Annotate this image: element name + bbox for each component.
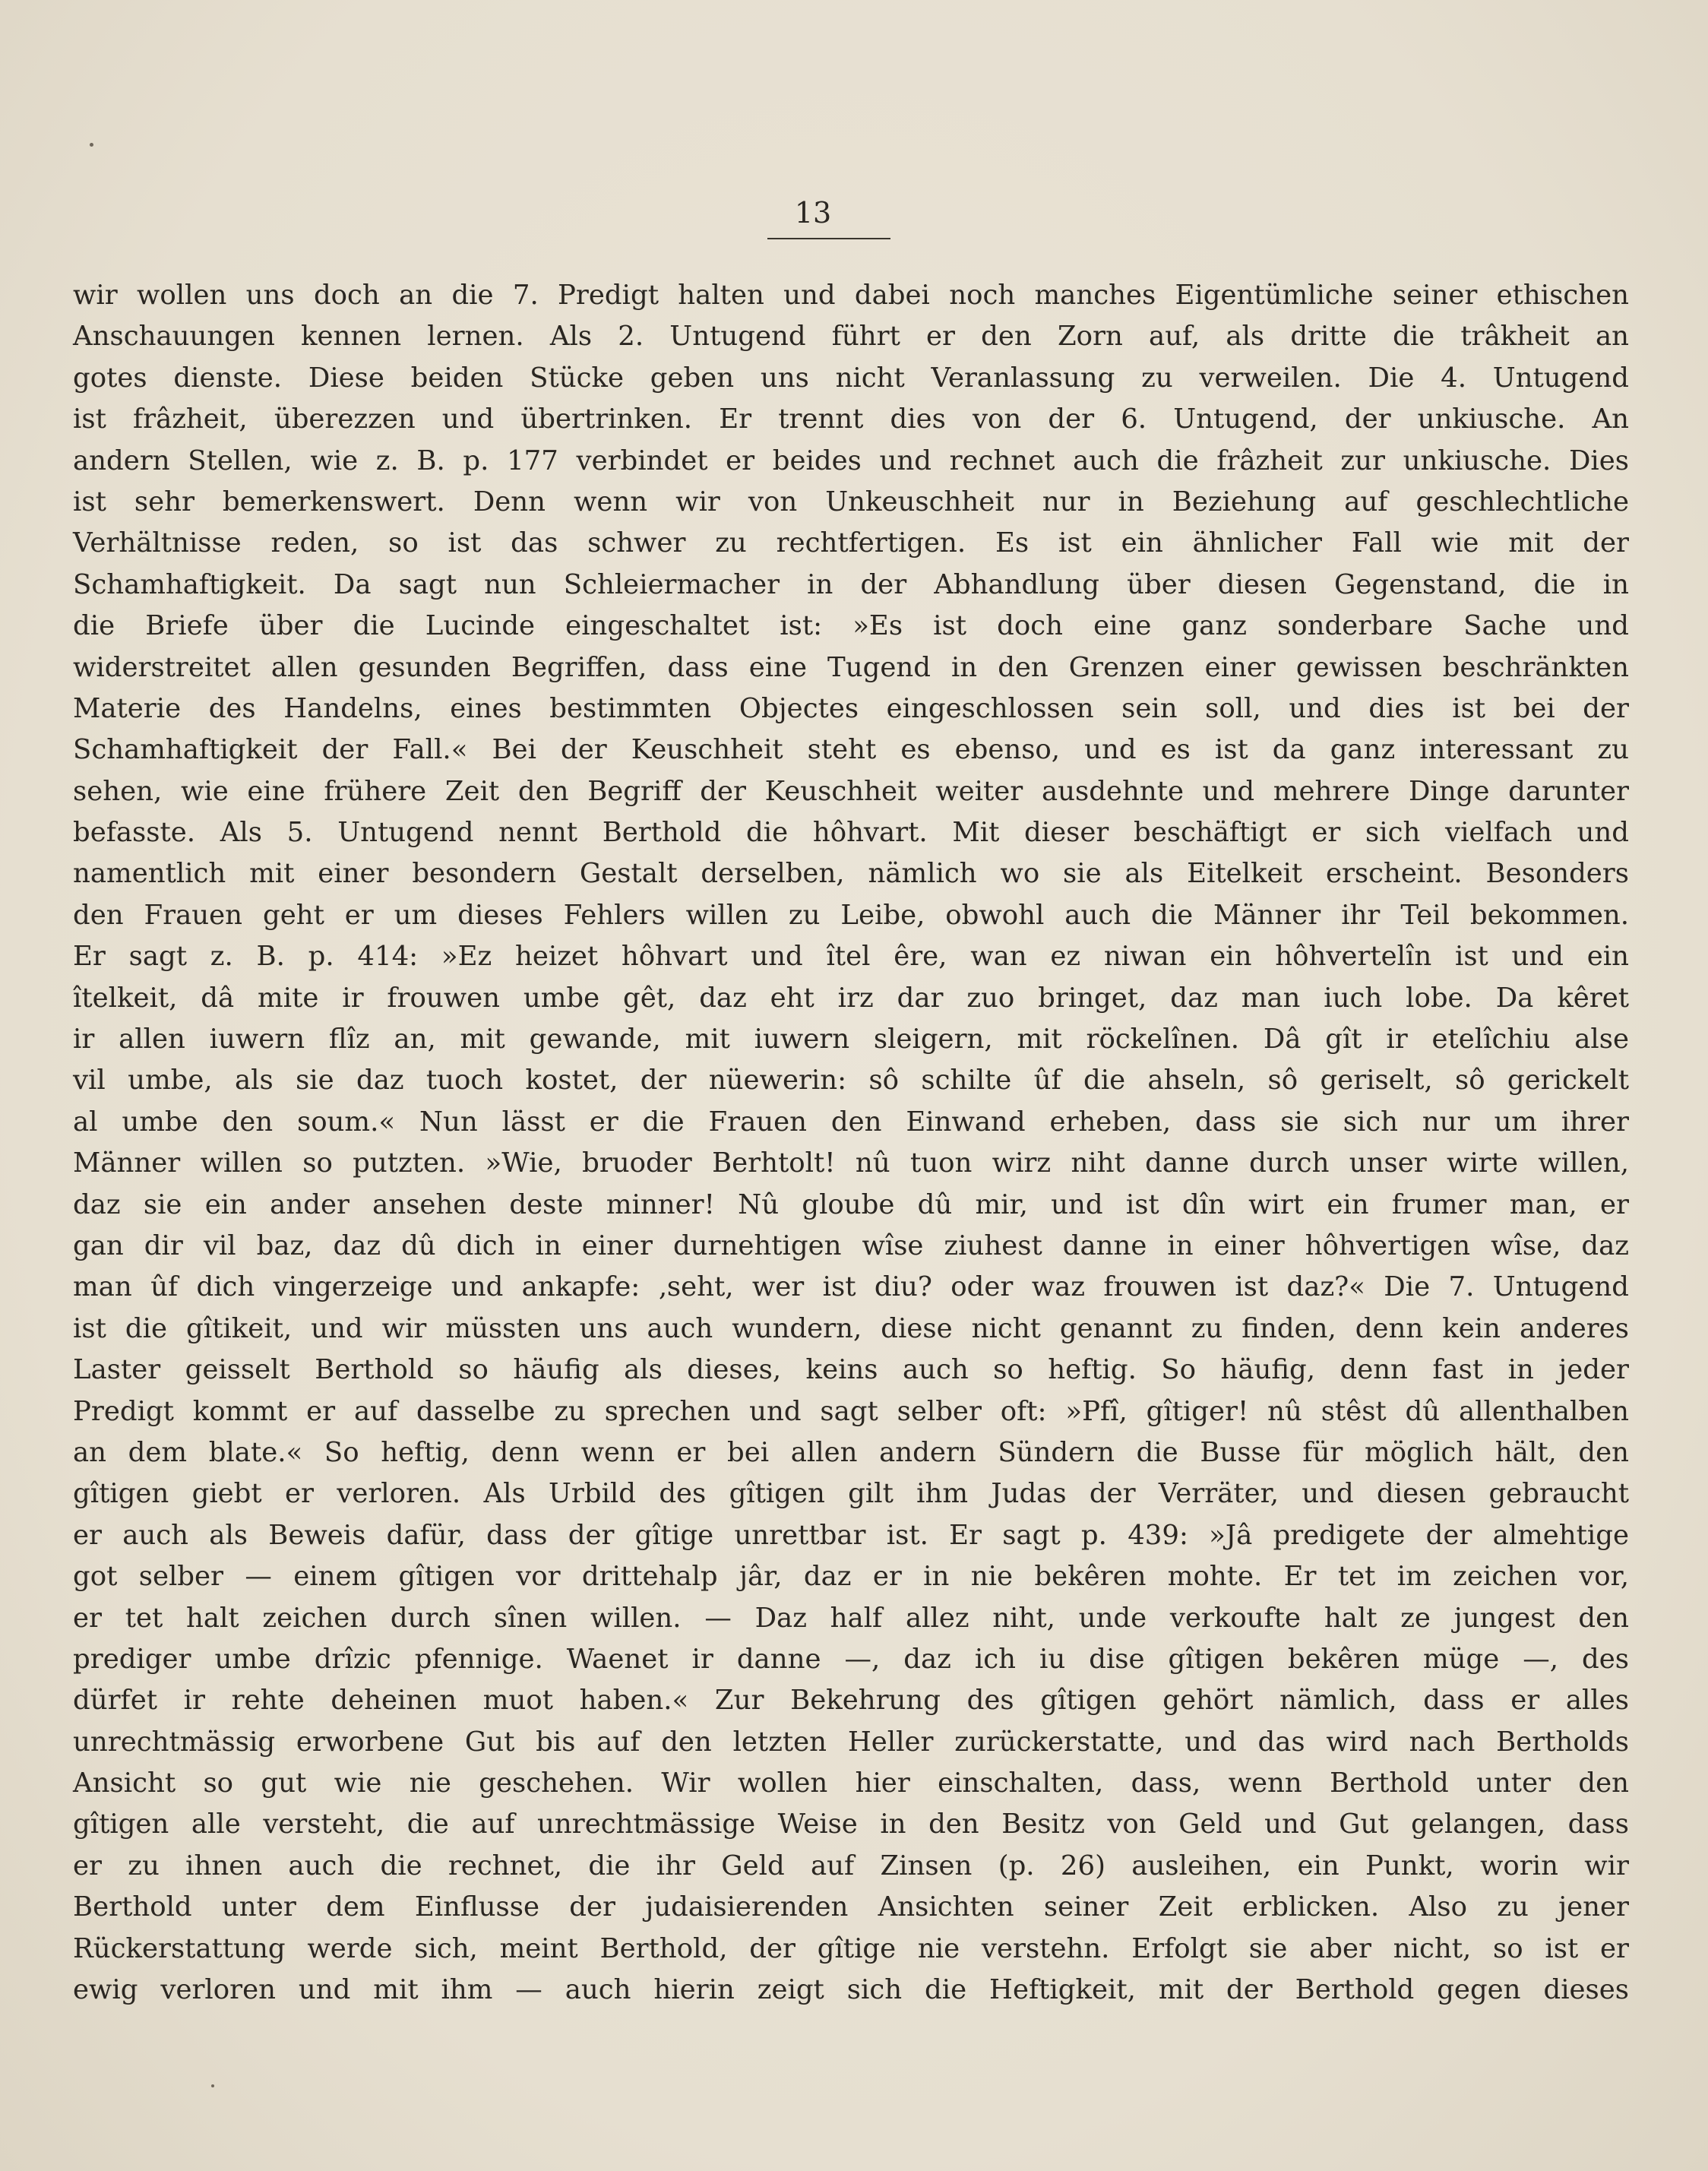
text-line: Rückerstattung werde sich, meint Berthold, der gîtige nie verstehn. Erfolgt sie aber nicht, so ist er xyxy=(73,1932,1629,1964)
text-line: sehen, wie eine frühere Zeit den Begriff der Keuschheit weiter ausdehnte und mehrere Dinge darunter xyxy=(73,775,1629,807)
text-line: man ûf dich vingerzeige und ankapfe: ‚seht, wer ist diu? oder waz frouwen ist daz?« Die 7. Untugend xyxy=(73,1271,1629,1303)
text-line: gotes dienste. Diese beiden Stücke geben uns nicht Veranlassung zu verweilen. Die 4. Untugend xyxy=(73,362,1629,394)
text-line: Ansicht so gut wie nie geschehen. Wir wollen hier einschalten, dass, wenn Berthold unter den xyxy=(73,1767,1629,1799)
text-line: unrechtmässig erworbene Gut bis auf den letzten Heller zurückerstatte, und das wird nach Bertholds xyxy=(73,1726,1629,1758)
text-line: wir wollen uns doch an die 7. Predigt halten und dabei noch manches Eigentümliche seiner ethischen xyxy=(73,280,1629,311)
text-line: die Briefe über die Lucinde eingeschaltet ist: »Es ist doch eine ganz sonderbare Sache und xyxy=(73,610,1629,642)
text-line: ir allen iuwern flîz an, mit gewande, mit iuwern sleigern, mit röckelînen. Dâ gît ir etelîchiu alse xyxy=(73,1024,1629,1055)
text-line: gan dir vil baz, daz dû dich in einer durnehtigen wîse ziuhest danne in einer hôhvertigen wîse, daz xyxy=(73,1229,1629,1261)
text-line: Schamhaftigkeit. Da sagt nun Schleiermacher in der Abhandlung über diesen Gegenstand, die in xyxy=(73,568,1629,600)
text-line: Schamhaftigkeit der Fall.« Bei der Keuschheit steht es ebenso, und es ist da ganz interessant zu xyxy=(73,734,1629,766)
text-line: daz sie ein ander ansehen deste minner! Nû gloube dû mir, und ist dîn wirt ein frumer man, er xyxy=(73,1188,1629,1220)
text-line: ist die gîtikeit, und wir müssten uns auch wundern, diese nicht genannt zu finden, denn kein anderes xyxy=(73,1312,1629,1344)
text-line: got selber — einem gîtigen vor drittehalp jâr, daz er in nie bekêren mohte. Er tet im zeichen vor, xyxy=(73,1561,1629,1593)
text-line: befasste. Als 5. Untugend nennt Berthold die hôhvart. Mit dieser beschäftigt er sich vielfach und xyxy=(73,817,1629,849)
text-line: ist sehr bemerkenswert. Denn wenn wir von Unkeuschheit nur in Beziehung auf geschlechtliche xyxy=(73,486,1629,517)
text-line: an dem blate.« So heftig, denn wenn er bei allen andern Sündern die Busse für möglich hält, den xyxy=(73,1436,1629,1468)
text-line: al umbe den soum.« Nun lässt er die Frauen den Einwand erheben, dass sie sich nur um ihrer xyxy=(73,1106,1629,1138)
text-line: ewig verloren und mit ihm — auch hierin zeigt sich die Heftigkeit, mit der Berthold gegen dieses xyxy=(73,1974,1629,2006)
text-line: widerstreitet allen gesunden Begriffen, dass eine Tugend in den Grenzen einer gewissen beschränkten xyxy=(73,651,1629,683)
text-line: Verhältnisse reden, so ist das schwer zu rechtfertigen. Es ist ein ähnlicher Fall wie mit der xyxy=(73,527,1629,559)
text-line: den Frauen geht er um dieses Fehlers willen zu Leibe, obwohl auch die Männer ihr Teil bekommen. xyxy=(73,899,1629,931)
text-line: namentlich mit einer besondern Gestalt derselben, nämlich wo sie als Eitelkeit erscheint. Besonders xyxy=(73,858,1629,890)
text-line: Laster geisselt Berthold so häufig als dieses, keins auch so heftig. So häufig, denn fast in jeder xyxy=(73,1354,1629,1386)
text-line: er tet halt zeichen durch sînen willen. — Daz half allez niht, unde verkoufte halt ze jungest den xyxy=(73,1602,1629,1634)
text-line: Anschauungen kennen lernen. Als 2. Untugend führt er den Zorn auf, als dritte die trâkheit an xyxy=(73,321,1629,353)
text-line: gîtigen alle versteht, die auf unrechtmässige Weise in den Besitz von Geld und Gut gelangen, dass xyxy=(73,1809,1629,1840)
text-line: prediger umbe drîzic pfennige. Waenet ir danne —, daz ich iu dise gîtigen bekêren müge —, des xyxy=(73,1643,1629,1675)
text-line: er auch als Beweis dafür, dass der gîtige unrettbar ist. Er sagt p. 439: »Jâ predigete der almehtige xyxy=(73,1519,1629,1551)
text-line: Berthold unter dem Einflusse der judaisierenden Ansichten seiner Zeit erblicken. Also zu jener xyxy=(73,1891,1629,1923)
text-line: dürfet ir rehte deheinen muot haben.« Zur Bekehrung des gîtigen gehört nämlich, dass er alles xyxy=(73,1685,1629,1717)
page-number-rule xyxy=(767,238,890,239)
text-line: Er sagt z. B. p. 414: »Ez heizet hôhvart und îtel êre, wan ez niwan ein hôhvertelîn ist und ein xyxy=(73,941,1629,973)
text-line: er zu ihnen auch die rechnet, die ihr Geld auf Zinsen (p. 26) ausleihen, ein Punkt, worin wir xyxy=(73,1850,1629,1881)
text-line: îtelkeit, dâ mite ir frouwen umbe gêt, daz eht irz dar zuo bringet, daz man iuch lobe. Da kêret xyxy=(73,982,1629,1014)
paper-fleck xyxy=(211,2084,214,2087)
text-line: ist frâzheit, überezzen und übertrinken. Er trennt dies von der 6. Untugend, der unkiusche. An xyxy=(73,404,1629,435)
text-line: andern Stellen, wie z. B. p. 177 verbindet er beides und rechnet auch die frâzheit zur unkiusche. Dies xyxy=(73,445,1629,476)
paper-fleck xyxy=(90,143,93,147)
body-text xyxy=(73,275,1629,2011)
text-line: vil umbe, als sie daz tuoch kostet, der nüewerin: sô schilte ûf die ahseln, sô geriselt, sô gerickelt xyxy=(73,1065,1629,1097)
text-line: Männer willen so putzten. »Wie, bruoder Berhtolt! nû tuon wirz niht danne durch unser wirte willen, xyxy=(73,1147,1629,1179)
text-line: Predigt kommt er auf dasselbe zu sprechen und sagt selber oft: »Pfî, gîtiger! nû stêst dû allenthalben xyxy=(73,1395,1629,1427)
page-number: 13 xyxy=(794,196,832,229)
text-line: gîtigen giebt er verloren. Als Urbild des gîtigen gilt ihm Judas der Verräter, und diesen gebraucht xyxy=(73,1478,1629,1510)
text-line: Materie des Handelns, eines bestimmten Objectes eingeschlossen sein soll, und dies ist bei der xyxy=(73,692,1629,724)
